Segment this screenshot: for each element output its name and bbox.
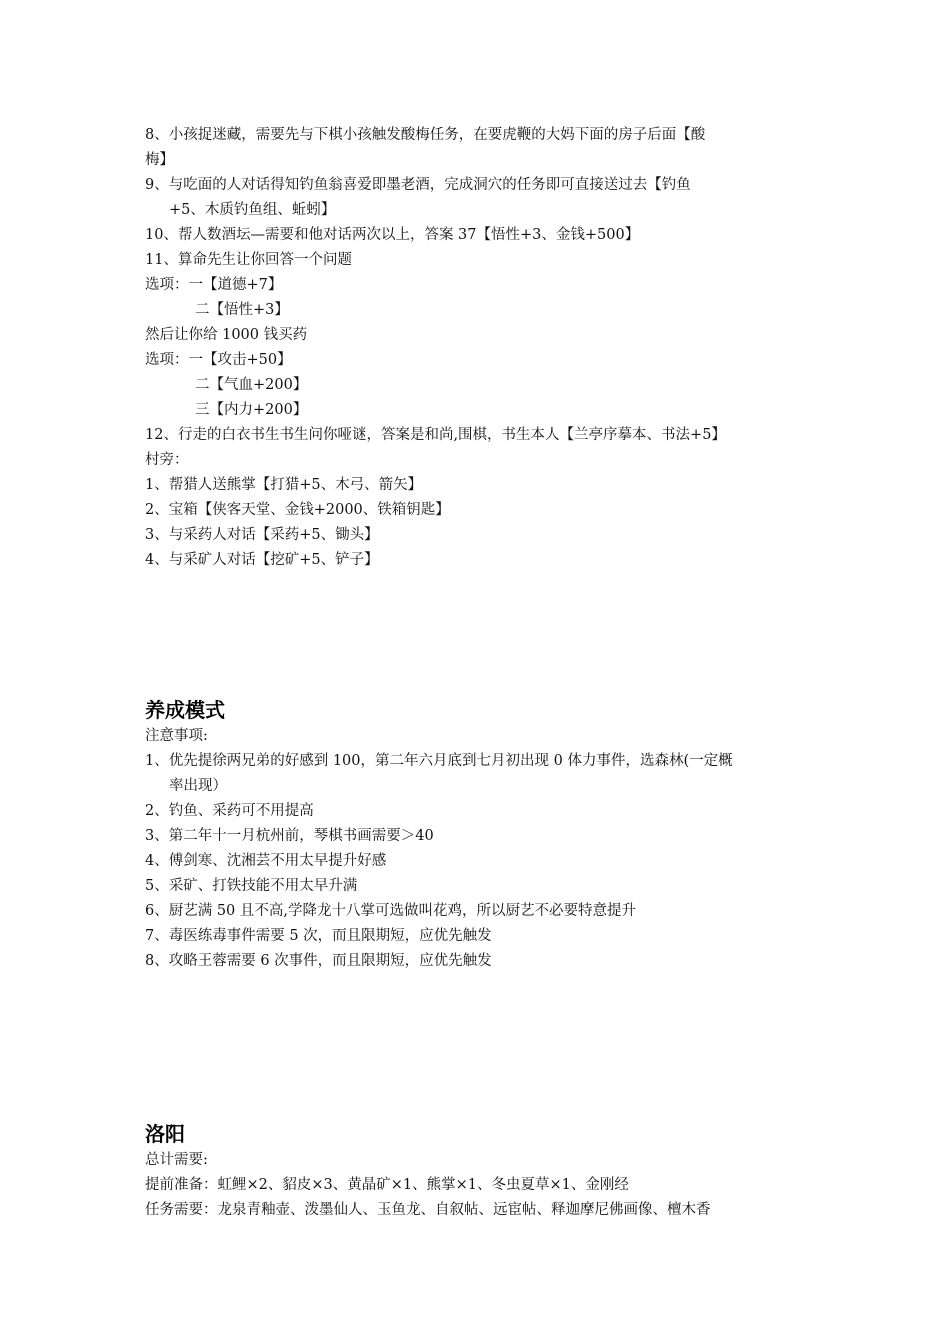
quest-item-8-continued: 梅】 [145,152,174,168]
quest-item-8: 8、小孩捉迷藏，需要先与下棋小孩触发酸梅任务，在要虎鞭的大妈下面的房子后面【酸 [145,127,706,143]
note-item-2: 2、钓鱼、采药可不用提高 [145,803,314,819]
note-item-1-continued: 率出现） [169,778,227,794]
note-item-5: 5、采矿、打铁技能不用太早升满 [145,878,358,894]
village-item: 4、与采矿人对话【挖矿+5、铲子】 [145,552,379,568]
note-item-6: 6、厨艺满 50 且不高,学降龙十八掌可选做叫花鸡，所以厨艺不必要特意提升 [145,903,637,919]
quest-item-9: 9、与吃面的人对话得知钓鱼翁喜爱即墨老酒，完成洞穴的任务即可直接送过去【钓鱼 [145,177,691,193]
subsection-label: 村旁： [145,452,189,468]
note-item-3: 3、第二年十一月杭州前，琴棋书画需要＞40 [145,828,434,844]
quest-item-10: 10、帮人数酒坛—需要和他对话两次以上，答案 37【悟性+3、金钱+500】 [145,227,640,243]
village-item: 1、帮猎人送熊掌【打猎+5、木弓、箭矢】 [145,477,423,493]
quest-item-9-continued: +5、木质钓鱼组、蚯蚓】 [169,202,336,218]
quest-item-12: 12、行走的白衣书生书生问你哑谜，答案是和尚,围棋，书生本人【兰亭序摹本、书法+5】 [145,427,726,443]
preparation-line: 提前准备：虹鲤×2、貂皮×3、黄晶矿×1、熊掌×1、冬虫夏草×1、金刚经 [145,1177,629,1193]
quest-list-section [145,123,810,573]
option-line: 二【悟性+3】 [195,302,289,318]
cultivation-mode-section [145,696,810,974]
luoyang-section [145,1120,810,1223]
note-item-7: 7、毒医练毒事件需要 5 次，而且限期短，应优先触发 [145,928,492,944]
option-line: 二【气血+200】 [195,377,308,393]
task-needs-line: 任务需要：龙泉青釉壶、泼墨仙人、玉鱼龙、自叙帖、远宦帖、释迦摩尼佛画像、檀木香 [145,1202,711,1218]
quest-text-line: 然后让你给 1000 钱买药 [145,327,308,343]
option-line: 选项：一【道德+7】 [145,277,283,293]
notes-label: 注意事项: [145,728,208,744]
section-heading: 养成模式 [145,698,225,722]
option-line: 选项：一【攻击+50】 [145,352,292,368]
option-line: 三【内力+200】 [195,402,308,418]
village-item: 2、宝箱【侠客天堂、金钱+2000、铁箱钥匙】 [145,502,450,518]
note-item-8: 8、攻略王蓉需要 6 次事件，而且限期短，应优先触发 [145,953,492,969]
village-item: 3、与采药人对话【采药+5、锄头】 [145,527,379,543]
note-item-4: 4、傅剑寒、沈湘芸不用太早提升好感 [145,853,387,869]
section-heading: 洛阳 [145,1122,185,1146]
quest-item-11: 11、算命先生让你回答一个问题 [145,252,352,268]
note-item-1: 1、优先提徐两兄弟的好感到 100，第二年六月底到七月初出现 0 体力事件，选森林(一定概 [145,753,733,769]
total-needs-label: 总计需要: [145,1152,208,1168]
